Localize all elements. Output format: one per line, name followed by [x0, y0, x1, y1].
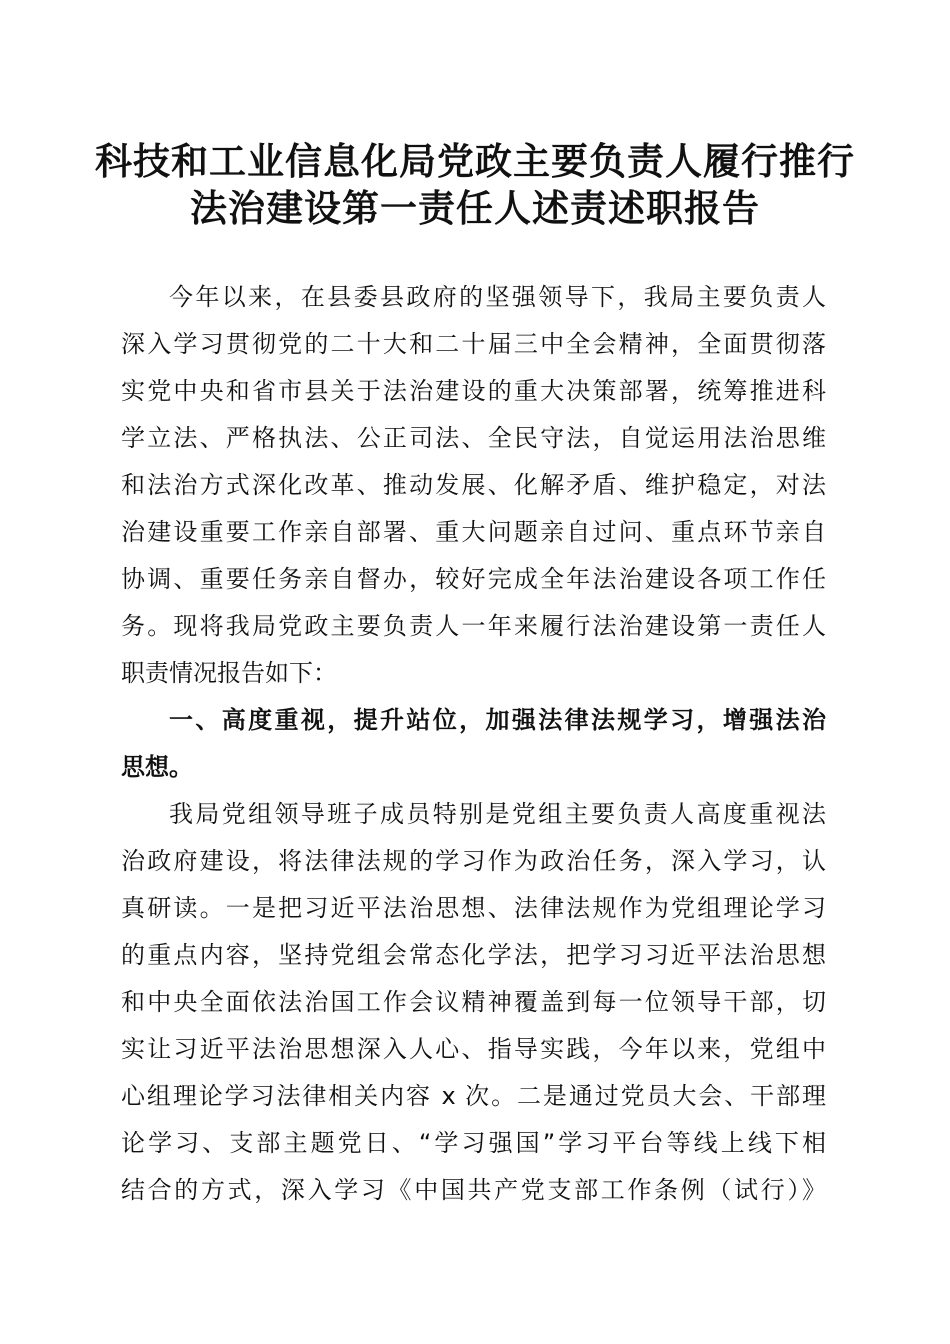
paragraph-line: 结合的方式，深入学习《中国共产党支部工作条例（试行）》	[121, 1176, 826, 1204]
paragraph-line: 治政府建设，将法律法规的学习作为政治任务，深入学习，认	[121, 847, 826, 875]
paragraph-line: 的重点内容，坚持党组会常态化学法，把学习习近平法治思想	[121, 941, 826, 969]
paragraph-line: 职责情况报告如下：	[121, 659, 337, 687]
paragraph-line: 今年以来，在县委县政府的坚强领导下，我局主要负责人	[169, 283, 826, 311]
paragraph-line: 论学习、支部主题党日、“学习强国”学习平台等线上线下相	[121, 1129, 826, 1157]
paragraph-line: 实党中央和省市县关于法治建设的重大决策部署，统筹推进科	[121, 377, 826, 405]
paragraph-line: 治建设重要工作亲自部署、重大问题亲自过问、重点环节亲自	[121, 518, 826, 546]
paragraph-line: 深入学习贯彻党的二十大和二十届三中全会精神，全面贯彻落	[121, 330, 826, 358]
paragraph-line: 心组理论学习法律相关内容 x 次。二是通过党员大会、干部理	[121, 1082, 826, 1110]
document-title-line-2: 法治建设第一责任人述责述职报告	[190, 186, 760, 230]
paragraph-line: 和中央全面依法治国工作会议精神覆盖到每一位领导干部，切	[121, 988, 826, 1016]
paragraph-line: 真研读。一是把习近平法治思想、法律法规作为党组理论学习	[121, 894, 826, 922]
paragraph-line: 务。现将我局党政主要负责人一年来履行法治建设第一责任人	[121, 612, 826, 640]
paragraph-line: 实让习近平法治思想深入人心、指导实践，今年以来，党组中	[121, 1035, 826, 1063]
section-heading: 思想。	[121, 753, 193, 781]
paragraph-line: 我局党组领导班子成员特别是党组主要负责人高度重视法	[169, 800, 826, 828]
paragraph-line: 学立法、严格执法、公正司法、全民守法，自觉运用法治思维	[121, 424, 826, 452]
document-title-line-1: 科技和工业信息化局党政主要负责人履行推行	[95, 139, 855, 183]
paragraph-line: 和法治方式深化改革、推动发展、化解矛盾、维护稳定，对法	[121, 471, 826, 499]
section-heading: 一、高度重视，提升站位，加强法律法规学习，增强法治	[169, 706, 826, 734]
paragraph-line: 协调、重要任务亲自督办，较好完成全年法治建设各项工作任	[121, 565, 826, 593]
